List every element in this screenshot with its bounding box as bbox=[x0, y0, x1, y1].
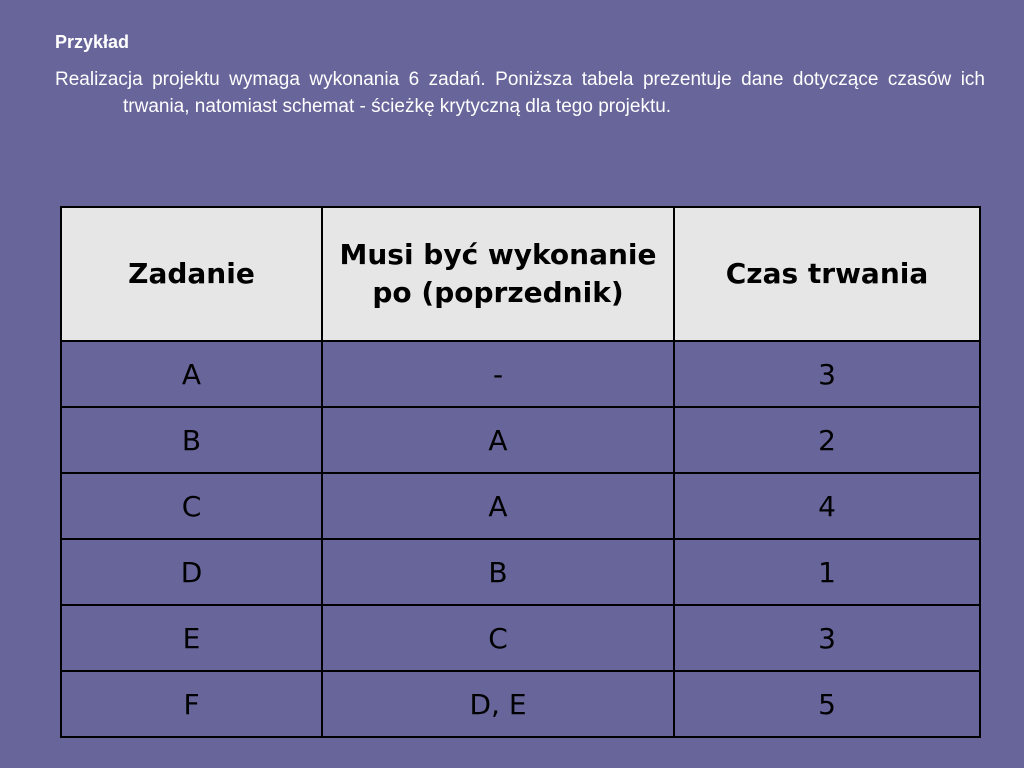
column-header-task-label: Zadanie bbox=[128, 257, 255, 290]
task-cell: A bbox=[61, 341, 322, 407]
column-header-task bbox=[61, 207, 322, 341]
task-cell: E bbox=[61, 605, 322, 671]
duration-cell: 4 bbox=[674, 473, 980, 539]
table-header-row bbox=[61, 207, 980, 341]
task-duration-table bbox=[60, 206, 981, 738]
table-row bbox=[61, 605, 980, 671]
table-row bbox=[61, 473, 980, 539]
intro-paragraph: Realizacja projektu wymaga wykonania 6 zadań. Poniższa tabela prezentuje dane dotyczące czasów ich trwania, natomiast schemat - ścieżkę krytyczną dla tego projektu. bbox=[55, 69, 985, 117]
column-header-duration bbox=[674, 207, 980, 341]
column-header-predecessor bbox=[322, 207, 674, 341]
duration-cell: 1 bbox=[674, 539, 980, 605]
slide-heading: Przykład bbox=[55, 32, 130, 52]
table-row bbox=[61, 341, 980, 407]
column-header-duration-label: Czas trwania bbox=[725, 257, 929, 290]
predecessor-cell: C bbox=[322, 605, 674, 671]
table-row bbox=[61, 671, 980, 737]
task-cell: C bbox=[61, 473, 322, 539]
table-row bbox=[61, 407, 980, 473]
duration-cell: 3 bbox=[674, 605, 980, 671]
predecessor-cell: A bbox=[322, 473, 674, 539]
predecessor-cell: B bbox=[322, 539, 674, 605]
task-cell: D bbox=[61, 539, 322, 605]
duration-cell: 3 bbox=[674, 341, 980, 407]
task-cell: F bbox=[61, 671, 322, 737]
duration-cell: 5 bbox=[674, 671, 980, 737]
predecessor-cell: D, E bbox=[322, 671, 674, 737]
predecessor-cell: - bbox=[322, 341, 674, 407]
task-cell: B bbox=[61, 407, 322, 473]
predecessor-cell: A bbox=[322, 407, 674, 473]
column-header-predecessor-label: Musi być wykonanie po (poprzednik) bbox=[339, 238, 657, 309]
duration-cell: 2 bbox=[674, 407, 980, 473]
table-row bbox=[61, 539, 980, 605]
